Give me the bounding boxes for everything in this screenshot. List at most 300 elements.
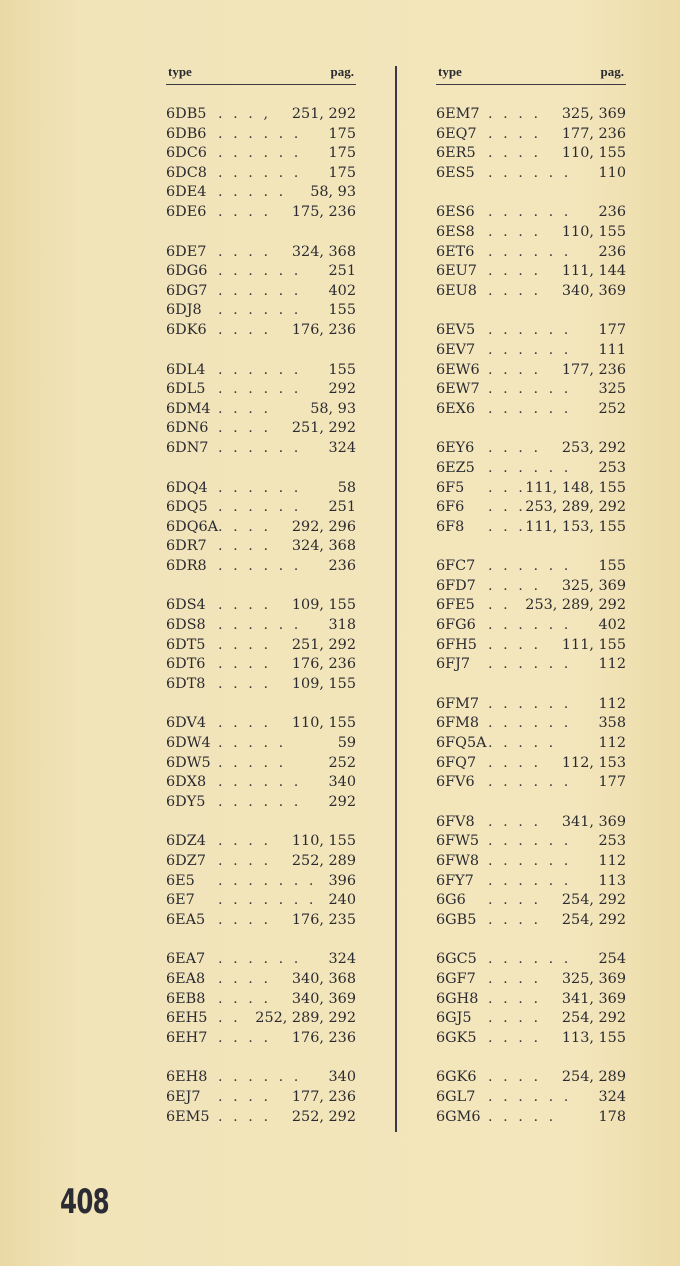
index-entry (436, 380, 626, 400)
tube-type-code: 6DE6 (166, 203, 207, 220)
tube-type-code: 6EV7 (436, 341, 476, 358)
leader-dots: . . . . (218, 321, 272, 338)
page-references: 155 (598, 558, 626, 575)
index-entry (436, 1108, 626, 1128)
tube-type-code: 6EH7 (166, 1029, 208, 1046)
tube-type-code: 6GF7 (436, 970, 476, 987)
right-column (436, 62, 626, 1147)
leader-dots: . . . . (218, 970, 272, 987)
leader-dots: . . . . . . (488, 381, 572, 398)
leader-dots: . . . . (218, 656, 272, 673)
tube-type-code: 6DX8 (166, 774, 207, 791)
leader-dots: . . . . . . (218, 145, 302, 162)
leader-dots: . . . . (218, 518, 272, 535)
tube-type-code: 6DZ4 (166, 833, 206, 850)
tube-type-code: 6EU7 (436, 263, 477, 280)
leader-dots: . . . . (488, 911, 542, 928)
leader-dots: . . . . . . (218, 479, 302, 496)
tube-type-code: 6EW6 (436, 361, 480, 378)
page-references: 112, 153 (561, 754, 626, 771)
index-entry (436, 911, 626, 931)
index-entry (436, 852, 626, 872)
leader-dots: . . . . (218, 400, 272, 417)
index-entry (166, 262, 356, 282)
tube-type-code: 6EW7 (436, 381, 480, 398)
page-references: 155 (328, 361, 356, 378)
leader-dots: . . . . (218, 1088, 272, 1105)
tube-type-code: 6GK5 (436, 1029, 477, 1046)
index-entry (166, 793, 356, 813)
tube-type-code: 6DT8 (166, 675, 206, 692)
page-header: pag. (600, 64, 624, 79)
left-column-header (166, 62, 356, 85)
entry-group (166, 105, 356, 223)
index-entry (166, 675, 356, 695)
page-references: 252 (598, 400, 626, 417)
leader-dots: . . . . . . (488, 951, 572, 968)
tube-type-code: 6DQ4 (166, 479, 208, 496)
leader-dots: . . . . . . (218, 439, 302, 456)
leader-dots: . . . . . . (218, 302, 302, 319)
tube-type-code: 6DK6 (166, 321, 207, 338)
entry-group (166, 243, 356, 341)
leader-dots: . . . . . . (218, 793, 302, 810)
leader-dots: . . . . (218, 715, 272, 732)
tube-type-code: 6F5 (436, 479, 465, 496)
tube-type-code: 6GL7 (436, 1088, 476, 1105)
leader-dots: . . . . . . (218, 282, 302, 299)
index-entry (166, 125, 356, 145)
leader-dots: . . . . (218, 538, 272, 555)
page-references: 175, 236 (291, 203, 356, 220)
entry-group (436, 1068, 626, 1127)
leader-dots: . . . . . (218, 735, 287, 752)
index-entry (166, 734, 356, 754)
index-entry (436, 616, 626, 636)
index-entry (166, 872, 356, 892)
page-references: 402 (328, 282, 356, 299)
index-entry (166, 1029, 356, 1049)
leader-dots: . . . . (218, 420, 272, 437)
page-references: 112 (598, 853, 626, 869)
tube-type-code: 6EQ7 (436, 125, 477, 142)
leader-dots: . . . . . . (488, 400, 572, 417)
leader-dots: . . . . (218, 243, 272, 260)
leader-dots: . . . . (488, 106, 542, 122)
page-references: 175 (328, 164, 356, 181)
page-references: 253 (598, 459, 626, 476)
tube-type-code: 6FW5 (436, 833, 480, 850)
page-header: pag. (330, 64, 354, 79)
entry-group (436, 105, 626, 183)
leader-dots: . . . . (488, 813, 542, 830)
page-references: 341, 369 (561, 990, 626, 1007)
tube-type-code: 6FV8 (436, 813, 475, 830)
tube-type-code: 6EM7 (436, 106, 480, 122)
page-references: 58, 93 (310, 400, 356, 417)
leader-dots: . . . . . . (218, 164, 302, 181)
leader-dots: . . . . (488, 1010, 542, 1027)
index-entry (436, 243, 626, 263)
tube-type-code: 6EY6 (436, 440, 475, 457)
page-references: 254, 289 (561, 1069, 626, 1086)
tube-type-code: 6GM6 (436, 1108, 481, 1125)
right-column-header (436, 62, 626, 85)
leader-dots: . . . . . (488, 1108, 557, 1125)
page-references: 324 (328, 439, 356, 456)
tube-type-code: 6DR8 (166, 557, 207, 574)
leader-dots: . . . . . (218, 184, 287, 201)
leader-dots: . . . . . . (218, 361, 302, 378)
leader-dots: . . (488, 597, 511, 614)
tube-type-code: 6DL4 (166, 361, 206, 378)
index-entry (166, 537, 356, 557)
index-entry (166, 183, 356, 203)
entry-group (436, 321, 626, 419)
index-entry (436, 773, 626, 793)
tube-type-code: 6DB5 (166, 106, 207, 122)
leader-dots: . . . . . . (218, 381, 302, 398)
tube-type-code: 6EH5 (166, 1010, 208, 1027)
tube-type-code: 6ES6 (436, 204, 475, 221)
entry-group (166, 832, 356, 930)
leader-dots: . . . . (218, 853, 272, 869)
index-entry (166, 911, 356, 931)
entry-group (166, 714, 356, 812)
index-entry (166, 301, 356, 321)
index-entry (436, 1068, 626, 1088)
tube-type-code: 6DR7 (166, 538, 207, 555)
entry-group (166, 596, 356, 694)
right-entry-groups (436, 105, 626, 1127)
page-references: 111, 148, 155 (525, 479, 626, 496)
tube-type-code: 6DB6 (166, 125, 207, 142)
page-references: 324, 368 (291, 538, 356, 555)
page-references: 340, 369 (561, 282, 626, 299)
leader-dots: . . . . . . (218, 263, 302, 280)
index-entry (436, 105, 626, 125)
index-entry (436, 813, 626, 833)
tube-type-code: 6FW8 (436, 853, 480, 869)
index-entry (166, 832, 356, 852)
leader-dots: . . . . . . . (218, 892, 317, 909)
page-references: 252, 289 (291, 853, 356, 869)
page-references: 240 (328, 892, 356, 909)
index-entry (436, 754, 626, 774)
tube-type-code: 6DE7 (166, 243, 207, 260)
page-references: 236 (328, 557, 356, 574)
leader-dots: . . (218, 1010, 241, 1027)
tube-type-code: 6DL5 (166, 381, 206, 398)
leader-dots: . . . . . . (488, 459, 572, 476)
index-entry (436, 557, 626, 577)
page-references: 340, 369 (291, 990, 356, 1007)
page-references: 252, 289, 292 (255, 1010, 356, 1027)
page-references: 251, 292 (291, 106, 356, 122)
page-references: 254, 292 (561, 1010, 626, 1027)
leader-dots: . . . . . (218, 754, 287, 771)
page-references: 325, 369 (561, 106, 626, 122)
index-entry (166, 439, 356, 459)
tube-type-code: 6FQ7 (436, 754, 477, 771)
page-references: 341, 369 (561, 813, 626, 830)
page-references: 254 (598, 951, 626, 968)
page-references: 177, 236 (561, 125, 626, 142)
index-entry (166, 636, 356, 656)
page-references: 175 (328, 145, 356, 162)
index-entry (436, 950, 626, 970)
type-header: type (438, 64, 462, 79)
tube-type-code: 6F8 (436, 518, 465, 535)
index-entry (436, 439, 626, 459)
tube-type-code: 6DV4 (166, 715, 206, 732)
index-entry (436, 361, 626, 381)
index-entry (436, 832, 626, 852)
leader-dots: . . . . (218, 1029, 272, 1046)
leader-dots: . . . . (488, 892, 542, 909)
index-entry (166, 380, 356, 400)
entry-group (436, 695, 626, 793)
leader-dots: . . . . (488, 440, 542, 457)
leader-dots: . . . . (488, 145, 542, 162)
index-entry (436, 125, 626, 145)
page-references: 236 (598, 243, 626, 260)
page-references: 402 (598, 617, 626, 634)
index-entry (166, 1108, 356, 1128)
index-entry (436, 400, 626, 420)
index-entry (436, 970, 626, 990)
leader-dots: . . . . . . (488, 204, 572, 221)
page-references: 254, 292 (561, 911, 626, 928)
page-references: 176, 236 (291, 1029, 356, 1046)
tube-type-code: 6F6 (436, 499, 465, 516)
page-references: 318 (328, 617, 356, 634)
index-entry (166, 616, 356, 636)
leader-dots: . . . . . . (488, 164, 572, 181)
leader-dots: . . . . . . (218, 951, 302, 968)
page-references: 325 (598, 381, 626, 398)
page-references: 177 (598, 774, 626, 791)
index-entry (436, 203, 626, 223)
tube-type-code: 6FM8 (436, 715, 480, 732)
index-entry (436, 479, 626, 499)
leader-dots: . . . (488, 479, 526, 496)
leader-dots: . . . . . . (218, 499, 302, 516)
index-entry (436, 891, 626, 911)
index-entry (436, 341, 626, 361)
index-entry (166, 655, 356, 675)
leader-dots: . . . . . . (218, 617, 302, 634)
tube-type-code: 6EJ7 (166, 1088, 201, 1105)
tube-type-code: 6EX6 (436, 400, 476, 417)
entry-group (436, 439, 626, 537)
page-references: 111, 144 (561, 263, 626, 280)
index-entry (436, 282, 626, 302)
tube-type-code: 6EV5 (436, 322, 476, 339)
entry-group (436, 813, 626, 931)
leader-dots: . . . . . . (488, 558, 572, 575)
leader-dots: . . . . . (488, 735, 557, 752)
index-entry (166, 950, 356, 970)
entry-group (436, 203, 626, 301)
tube-type-code: 6EA5 (166, 911, 206, 928)
page-references: 252 (328, 754, 356, 771)
page-references: 177, 236 (561, 361, 626, 378)
tube-type-code: 6DE4 (166, 184, 207, 201)
page-references: 253, 292 (561, 440, 626, 457)
page-references: 110, 155 (561, 145, 626, 162)
page-references: 177 (598, 322, 626, 339)
page-references: 109, 155 (291, 675, 356, 692)
tube-type-code: 6ES5 (436, 164, 475, 181)
index-entry (166, 164, 356, 184)
index-entry (166, 754, 356, 774)
leader-dots: . . . . (218, 990, 272, 1007)
tube-type-code: 6GK6 (436, 1069, 477, 1086)
index-entry (436, 695, 626, 715)
index-entry (436, 459, 626, 479)
index-entry (436, 1009, 626, 1029)
page-references: 112 (598, 656, 626, 673)
page-references: 176, 236 (291, 656, 356, 673)
entry-group (166, 361, 356, 459)
tube-type-code: 6EB8 (166, 990, 206, 1007)
leader-dots: . . . (488, 499, 526, 516)
index-entry (166, 518, 356, 538)
leader-dots: . . . . . . (488, 853, 572, 869)
leader-dots: . . . . (218, 597, 272, 614)
page-references: 253 (598, 833, 626, 850)
page-references: 59 (337, 735, 356, 752)
entry-group (166, 479, 356, 577)
tube-type-code: 6DW5 (166, 754, 211, 771)
index-entry (166, 243, 356, 263)
tube-type-code: 6ES8 (436, 223, 475, 240)
leader-dots: . . . . (218, 203, 272, 220)
tube-type-code: 6DC8 (166, 164, 207, 181)
tube-type-code: 6FD7 (436, 577, 476, 594)
page-references: 251 (328, 263, 356, 280)
left-column (166, 62, 356, 1147)
leader-dots: . . . . (218, 833, 272, 850)
tube-type-code: 6DM4 (166, 400, 211, 417)
tube-type-code: 6DS8 (166, 617, 206, 634)
index-entry (436, 1088, 626, 1108)
tube-type-code: 6DY5 (166, 793, 206, 810)
tube-type-code: 6DG7 (166, 282, 208, 299)
tube-type-code: 6DQ6A (166, 518, 219, 535)
tube-type-code: 6DQ5 (166, 499, 208, 516)
page-references: 110 (598, 164, 626, 181)
index-entry (166, 714, 356, 734)
tube-type-code: 6GC5 (436, 951, 477, 968)
index-entry (166, 105, 356, 125)
page-references: 292, 296 (291, 518, 356, 535)
page-references: 110, 155 (291, 715, 356, 732)
leader-dots: . . . . (488, 1069, 542, 1086)
index-entry (436, 577, 626, 597)
page-references: 177, 236 (291, 1088, 356, 1105)
tube-type-code: 6EU8 (436, 282, 477, 299)
index-entry (436, 321, 626, 341)
page-references: 113, 155 (561, 1029, 626, 1046)
tube-type-code: 6EA8 (166, 970, 206, 987)
index-entry (436, 872, 626, 892)
leader-dots: . . . . . . (488, 774, 572, 791)
index-entry (166, 970, 356, 990)
index-entry (436, 636, 626, 656)
index-entry (166, 773, 356, 793)
entry-group (436, 950, 626, 1048)
tube-type-code: 6EM5 (166, 1108, 210, 1125)
tube-type-code: 6FY7 (436, 872, 474, 889)
page-references: 292 (328, 793, 356, 810)
leader-dots: . . . . . . (218, 1069, 302, 1086)
leader-dots: . . . . (488, 754, 542, 771)
leader-dots: . . . . . . (488, 872, 572, 889)
page-references: 113 (598, 872, 626, 889)
tube-type-code: 6ET6 (436, 243, 475, 260)
tube-type-code: 6DZ7 (166, 853, 206, 869)
index-entry (166, 498, 356, 518)
leader-dots: . . . . (488, 263, 542, 280)
page-references: 110, 155 (291, 833, 356, 850)
page-references: 340 (328, 774, 356, 791)
leader-dots: . . . . . . (218, 774, 302, 791)
leader-dots: . . . . (488, 970, 542, 987)
leader-dots: . . . . (488, 990, 542, 1007)
page-references: 111, 155 (561, 636, 626, 653)
tube-type-code: 6FV6 (436, 774, 475, 791)
leader-dots: . . . . . . (488, 833, 572, 850)
page-references: 340 (328, 1069, 356, 1086)
index-entry (166, 557, 356, 577)
page-references: 58, 93 (310, 184, 356, 201)
leader-dots: . . . . . . (488, 617, 572, 634)
index-entry (436, 990, 626, 1010)
page-references: 58 (337, 479, 356, 496)
tube-type-code: 6DS4 (166, 597, 206, 614)
leader-dots: . . . . . . (218, 557, 302, 574)
page-references: 251 (328, 499, 356, 516)
tube-type-code: 6EZ5 (436, 459, 475, 476)
page-references: 292 (328, 381, 356, 398)
tube-type-code: 6E5 (166, 872, 195, 889)
tube-type-code: 6GJ5 (436, 1010, 472, 1027)
page-number: 408 (60, 1182, 109, 1222)
page-references: 252, 292 (291, 1108, 356, 1125)
page-references: 110, 155 (561, 223, 626, 240)
index-entry (166, 203, 356, 223)
index-entry (166, 400, 356, 420)
tube-type-code: 6E7 (166, 892, 195, 909)
leader-dots: . . . . (488, 361, 542, 378)
page-references: 112 (598, 735, 626, 752)
leader-dots: . . . . . . (488, 656, 572, 673)
tube-type-code: 6EH8 (166, 1069, 208, 1086)
index-entry (436, 714, 626, 734)
page-references: 178 (598, 1108, 626, 1125)
page-references: 236 (598, 204, 626, 221)
tube-type-code: 6DN6 (166, 420, 209, 437)
leader-dots: . . . . . . . (218, 872, 317, 889)
page-references: 324 (598, 1088, 626, 1105)
type-header: type (168, 64, 192, 79)
index-entry (436, 518, 626, 538)
page-references: 109, 155 (291, 597, 356, 614)
page-references: 358 (598, 715, 626, 732)
tube-type-code: 6G6 (436, 892, 466, 909)
